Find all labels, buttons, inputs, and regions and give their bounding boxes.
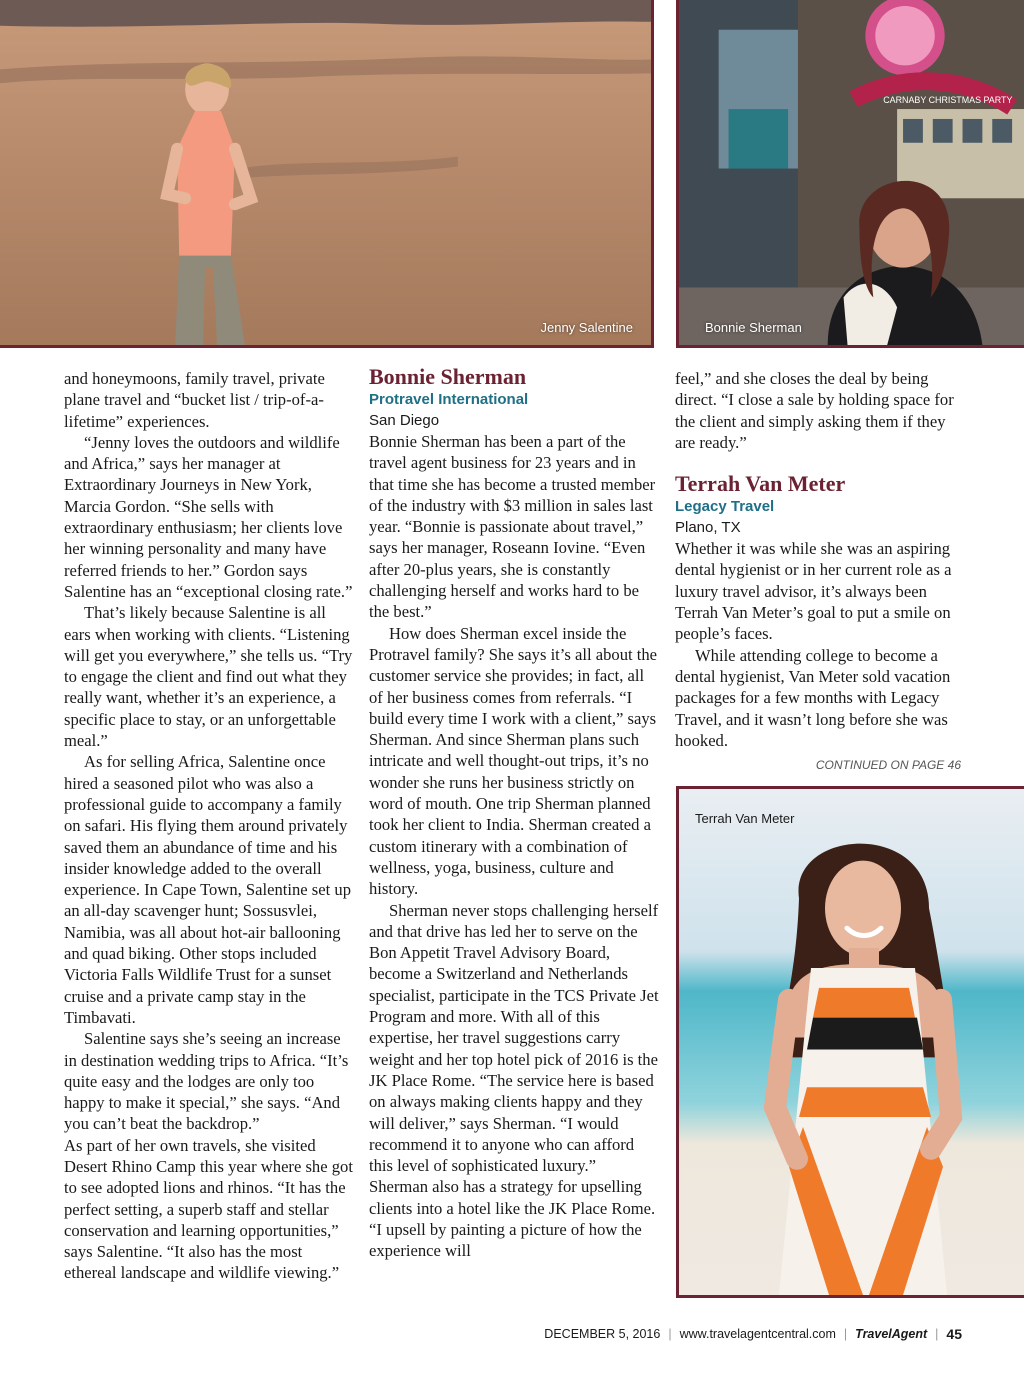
paragraph: Salentine says she’s seeing an increase in destination wedding trips to Africa. “It’s quite easy and the lodges are only too happy to make it special,” she says. “And you can’t beat the backdrop.”	[64, 1029, 349, 1134]
christmas-party-sign: CARNABY CHRISTMAS PARTY	[883, 95, 1013, 106]
photo-caption-bonnie: Bonnie Sherman	[705, 320, 802, 335]
profile-city: San Diego	[369, 412, 440, 429]
column-2	[369, 364, 659, 1262]
paragraph: While attending college to become a dental hygienist, Van Meter sold vacation packages for a few months with Legacy Travel, and it wasn’t long before she was hooked.	[675, 645, 951, 750]
column-3	[675, 368, 967, 776]
separator: |	[668, 1327, 672, 1341]
paragraph: Bonnie Sherman has been a part of the travel agent business for 23 years and in that time she has become a trusted member of the industry with $3 million in sales last year. “Bonnie is passionate about travel,” says her manager, Roseann Iovine. “Even after 20-plus years, she is constantly challenging herself and works hard to be the best.”	[369, 432, 656, 622]
photo-bonnie-sherman	[676, 0, 1024, 348]
beach-photo-illustration	[679, 789, 1024, 1295]
paragraph: That’s likely because Salentine is all ears when working with clients. “Listening will get you everywhere,” she tells us. “Try to engage the client and find out what they really want, whether it’s an experience, a specific place to stay, or an unforgettable meal.”	[64, 603, 353, 751]
separator: |	[843, 1327, 848, 1341]
page-footer	[544, 1326, 962, 1342]
paragraph: and honeymoons, family travel, private plane travel and “bucket list / trip-of-a-lifetime” experiences.	[64, 369, 325, 431]
profile-name-bonnie: Bonnie Sherman	[369, 364, 527, 389]
website-url[interactable]: www.travelagentcentral.com	[679, 1327, 836, 1341]
paragraph: How does Sherman excel inside the Protravel family? She says it’s all about the customer service she provides; in fact, all of her business comes from referrals. “I build every time I work with a client,” says Sherman. And since Sherman plans such intricate and well thought-out trips, it’s no wonder she runs her business strictly on word of mouth. One trip Sherman planned took her client to India. Sherman created a custom itinerary with a combination of wellness, yoga, business, culture and history.	[369, 623, 658, 899]
profile-name-terrah: Terrah Van Meter	[675, 471, 846, 497]
paragraph: feel,” and she closes the deal by being direct. “I close a sale by holding space for the client and simply asking them if they are ready.”	[675, 369, 954, 452]
paragraph: As part of her own travels, she visited Desert Rhino Camp this year where she got to see adopted lions and rhinos. “It has the perfect setting, a superb staff and stellar conservation and learning opportunities,” says Salentine. “It also has the most ethereal landscape and wildlife viewing.”	[64, 1135, 353, 1283]
paragraph: Whether it was while she was an aspiring dental hygienist or in her current role as a luxury travel advisor, it’s always been Terrah Van Meter’s goal to put a smile on people’s faces.	[675, 539, 952, 644]
photo-terrah-van-meter	[676, 786, 1024, 1298]
agency-name-legacy: Legacy Travel	[675, 498, 775, 516]
column-1	[64, 368, 354, 1284]
separator: |	[935, 1327, 939, 1341]
paragraph: Sherman never stops challenging herself and that drive has led her to serve on the Bon Appetit Travel Advisory Board, become a Switzerland and Netherlands specialist, participate in the TCS Private Jet Program and more. With all of this expertise, her travel suggestions carry weight and her top hotel pick of 2016 is the JK Place Rome. “The service here is based on always making clients happy and they will deliver,” says Sherman. “I would recommend it to anyone who can afford this level of sophisticated luxury.” Sherman also has a strategy for upselling clients into a hotel like the JK Place Rome. “I upsell by painting a picture of how the experience will	[369, 900, 659, 1261]
magazine-brand: TravelAgent	[855, 1327, 928, 1341]
profile-city: Plano, TX	[675, 519, 741, 537]
photo-caption-terrah: Terrah Van Meter	[695, 811, 795, 826]
desert-photo-illustration	[0, 0, 651, 345]
agency-name-protravel: Protravel International	[369, 391, 529, 408]
page-number: 45	[946, 1326, 962, 1342]
issue-date: DECEMBER 5, 2016	[544, 1327, 661, 1341]
paragraph: As for selling Africa, Salentine once hired a seasoned pilot who was also a professional guide to accompany a family on safari. His flying them around privately saved them an abundance of time and his insider knowledge added to the overall experience. In Cape Town, Salentine set up an all-day scavenger hunt; Sossusvlei, Namibia, was all about hot-air ballooning and quad biking. Other stops included Victoria Falls Wildlife Trust for a sunset cruise and a private camp stay in the Timbavati.	[64, 752, 351, 1027]
continued-on-page: CONTINUED ON PAGE 46	[815, 758, 961, 773]
photo-jenny-salentine	[0, 0, 654, 348]
paragraph: “Jenny loves the outdoors and wildlife and Africa,” says her manager at Extraordinary Journeys in New York, Marcia Gordon. “She sells with extraordinary enthusiasm; her clients love her winning personality and many have referred friends to her.” Gordon says Salentine has an “exceptional closing rate.”	[64, 432, 353, 601]
street-photo-illustration	[679, 0, 1024, 345]
photo-caption-jenny: Jenny Salentine	[540, 320, 633, 335]
